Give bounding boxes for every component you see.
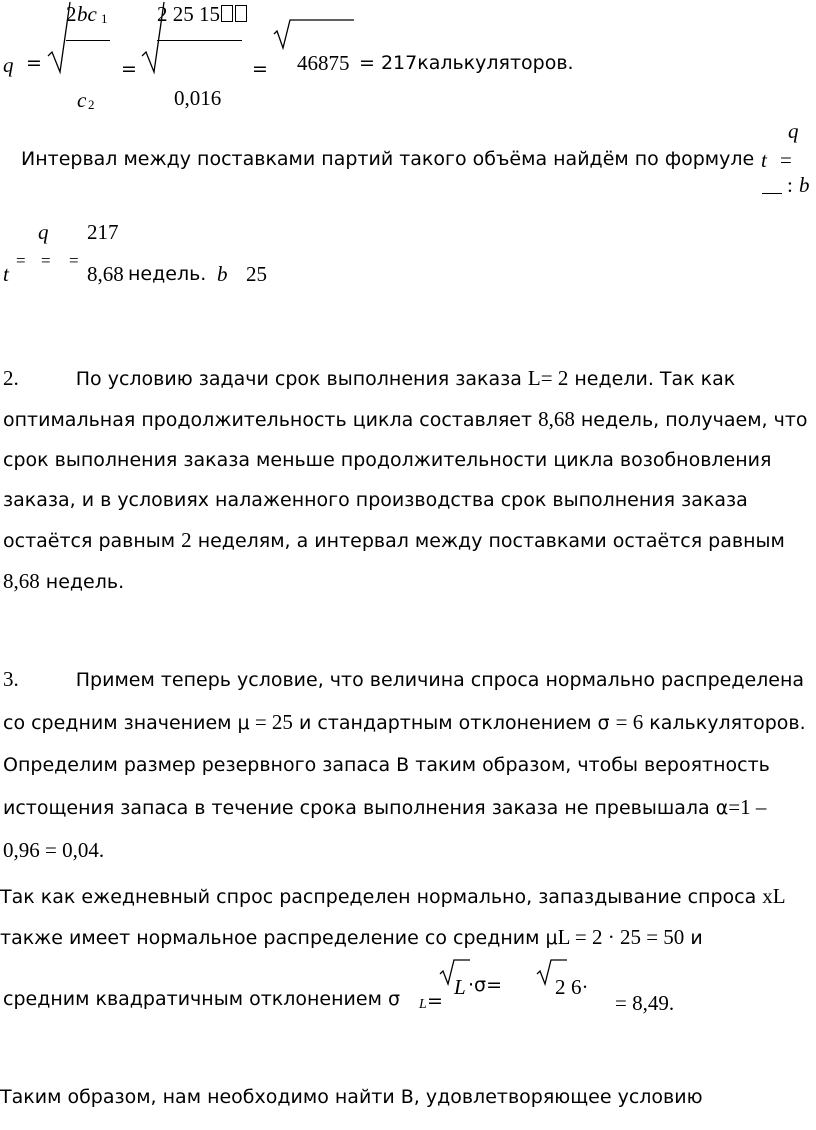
math: = 25	[249, 710, 293, 734]
frac1-numerator-coef: 2	[66, 2, 77, 26]
equals-sign: =	[16, 251, 26, 270]
frac2-numerator: 2 25 15	[157, 4, 247, 25]
text: и	[684, 927, 703, 949]
dot-sigma: ·σ=	[468, 974, 503, 996]
sigma-subscript: L	[419, 997, 427, 1012]
text: Так как ежедневный спрос распределен нормально, запаздывание спроса	[0, 886, 763, 908]
colon: :	[787, 173, 793, 197]
final-sentence: Таким образом, нам необходимо найти B, удовлетворяющее условию	[0, 1086, 703, 1108]
radicand-2: 2	[555, 975, 566, 999]
q-result: = 217калькуляторов.	[359, 52, 574, 74]
text: недель, получаем, что срок выполнения заказа меньше продолжительности цикла возобновления заказа, и в условиях налаженного производства срок выполнения заказа остаётся равным	[3, 409, 808, 552]
item-number: 3.	[3, 667, 19, 691]
text: недель.	[39, 571, 125, 593]
equals-sign: =	[252, 58, 268, 80]
b-variable: b	[799, 173, 810, 197]
multiply-6: 6·	[571, 975, 589, 999]
paragraph-4	[0, 876, 805, 958]
math: = 6	[615, 710, 644, 734]
frac2-denominator: 0,016	[174, 86, 222, 110]
t-variable: t	[3, 262, 9, 286]
radical-sign-3	[274, 20, 354, 50]
numerator-value: 217	[87, 220, 119, 244]
fraction-bar	[762, 193, 782, 194]
equals-sign: =	[427, 990, 443, 1012]
sigma-result: = 8,49.	[615, 991, 675, 1015]
math: 8,68	[3, 569, 40, 593]
text: недели. Так как оптимальная продолжительность цикла составляет	[3, 368, 736, 431]
text: калькуляторов. Определим размер резервного запаса B таким образом, чтобы вероятность истощения запаса в течение срока выполнения заказа не превышала α	[3, 712, 806, 819]
t-result-value: 8,68	[87, 262, 124, 286]
text: и стандартным отклонением σ	[292, 712, 616, 734]
paragraph-2	[3, 358, 808, 602]
equals-sign: =	[26, 52, 42, 74]
equals-sign: =	[780, 148, 792, 172]
q-variable: q	[3, 53, 14, 77]
radicand-value: 46875	[297, 51, 350, 75]
frac1-numerator-subscript: 1	[101, 11, 108, 26]
sigma-text: средним квадратичным отклонением σ	[3, 988, 400, 1010]
text: также имеет нормальное распределение со средним μ	[0, 927, 558, 949]
math: xL	[762, 884, 786, 908]
item-number: 2.	[3, 366, 19, 390]
math: L= 2	[527, 366, 569, 390]
frac1-denominator-subscript: 2	[88, 97, 95, 112]
frac2-bar	[157, 40, 242, 41]
frac1-bar	[66, 40, 110, 41]
b-denominator: b	[217, 262, 228, 286]
text: неделям, а интервал между поставками остаётся равным	[191, 530, 785, 552]
equals-sign: =	[121, 58, 137, 80]
q-numerator: q	[38, 220, 49, 244]
t-variable: t	[761, 148, 767, 172]
math: 8,68	[538, 407, 575, 431]
text: Примем теперь условие, что величина спроса нормально распределена со средним значением μ	[3, 669, 805, 734]
paragraph-3	[3, 658, 808, 872]
text: По условию задачи срок выполнения заказа	[75, 368, 528, 390]
math: 2	[181, 528, 192, 552]
frac1-numerator-bc: bc	[77, 2, 97, 26]
math: =1 – 0,96 = 0,04.	[3, 795, 767, 862]
interval-text: Интервал между поставками партий такого объёма найдём по формуле	[21, 148, 755, 170]
t-result-unit: недель.	[128, 263, 207, 285]
denominator-value: 25	[246, 262, 267, 286]
frac1-denominator-c: c	[77, 88, 87, 112]
radicand-L: L	[454, 975, 466, 999]
equals-sign: =	[41, 251, 51, 270]
equals-sign: =	[69, 251, 79, 270]
q-variable-top: q	[788, 119, 799, 143]
math: L = 2 · 25 = 50	[557, 925, 685, 949]
